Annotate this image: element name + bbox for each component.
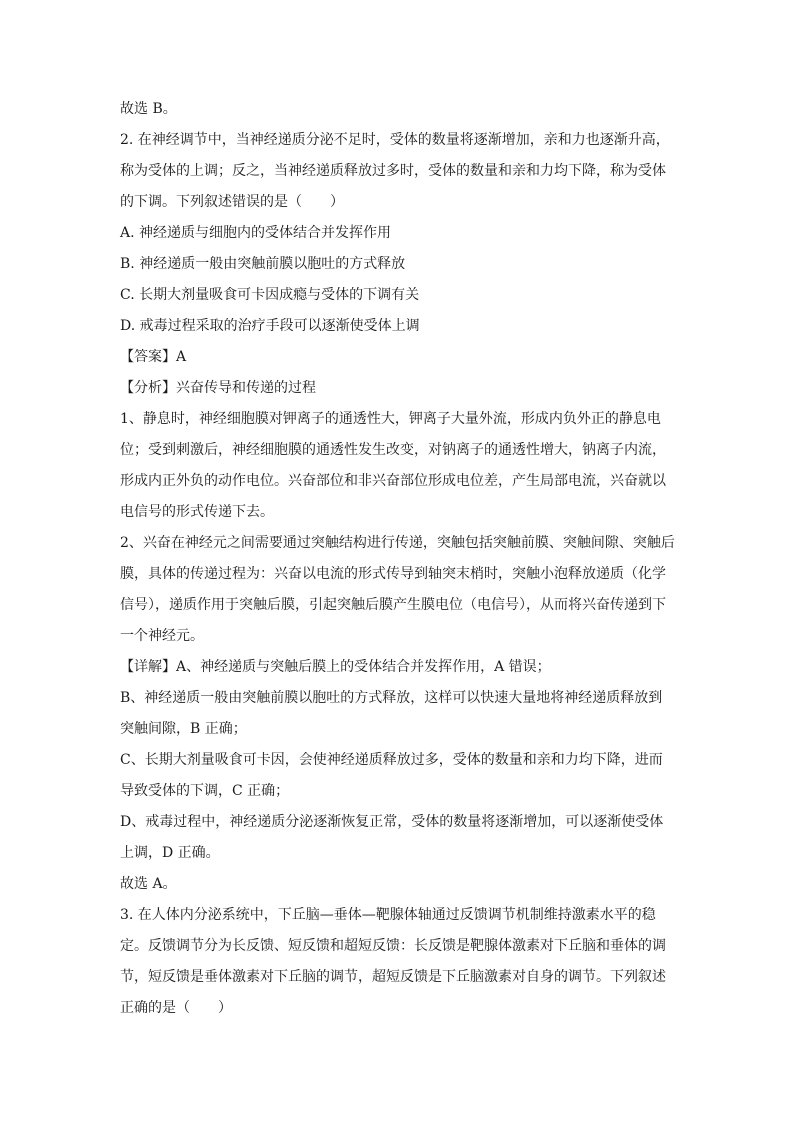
text-line: 突触间隙，B 正确； [120,721,247,737]
text-line: 称为受体的上调；反之，当神经递质释放过多时，受体的数量和亲和力均下降，称为受体 [120,163,666,179]
text-line: 定。反馈调节分为长反馈、短反馈和超短反馈：长反馈是靶腺体激素对下丘脑和垂体的调 [120,938,666,954]
text-line: 的下调。下列叙述错误的是（ ） [120,194,344,210]
text-line: 节，短反馈是垂体激素对下丘脑的调节，超短反馈是下丘脑激素对自身的调节。下列叙述 [120,969,666,985]
answer-line: 【答案】A [120,349,187,365]
text-line: 信号），递质作用于突触后膜，引起突触后膜产生膜电位（电信号），从而将兴奋传递到下 [120,597,666,613]
text-line: 1、静息时，神经细胞膜对钾离子的通透性大，钾离子大量外流，形成内负外正的静息电 [120,411,661,427]
text-line: 一个神经元。 [120,628,204,644]
option-c: C. 长期大剂量吸食可卡因成瘾与受体的下调有关 [120,287,420,303]
text-line: D、戒毒过程中，神经递质分泌逐渐恢复正常，受体的数量将逐渐增加，可以逐渐使受体 [120,814,664,830]
text-line: 2、兴奋在神经元之间需要通过突触结构进行传递，突触包括突触前膜、突触间隙、突触后 [120,535,675,551]
text-line: 故选 B。 [120,101,177,117]
text-line: B、神经递质一般由突触前膜以胞吐的方式释放，这样可以快速大量地将神经递质释放到 [120,690,663,706]
text-line: 膜，具体的传递过程为：兴奋以电流的形式传导到轴突末梢时，突触小泡释放递质（化学 [120,566,666,582]
document-page [120,94,680,1024]
text-line: 故选 A。 [120,876,177,892]
question-2-stem: 2. 在神经调节中，当神经递质分泌不足时，受体的数量将逐渐增加，亲和力也逐渐升高， [120,132,670,148]
text-line: 上调，D 正确。 [120,845,220,861]
option-d: D. 戒毒过程采取的治疗手段可以逐渐使受体上调 [120,318,420,334]
text-line: C、长期大剂量吸食可卡因，会使神经递质释放过多，受体的数量和亲和力均下降，进而 [120,752,663,768]
question-3-stem: 3. 在人体内分泌系统中，下丘脑—垂体—靶腺体轴通过反馈调节机制维持激素水平的稳 [120,907,656,923]
analysis-line: 【分析】兴奋传导和传递的过程 [120,380,316,396]
option-a: A. 神经递质与细胞内的受体结合并发挥作用 [120,225,392,241]
option-b: B. 神经递质一般由突触前膜以胞吐的方式释放 [120,256,406,272]
detail-line: 【详解】A、神经递质与突触后膜上的受体结合并发挥作用，A 错误； [120,659,551,675]
text-line: 正确的是（ ） [120,1000,232,1016]
text-line: 导致受体的下调，C 正确； [120,783,290,799]
text-line: 电信号的形式传递下去。 [120,504,274,520]
text-line: 形成内正外负的动作电位。兴奋部位和非兴奋部位形成电位差，产生局部电流，兴奋就以 [120,473,666,489]
text-line: 位；受到刺激后，神经细胞膜的通透性发生改变，对钠离子的通透性增大，钠离子内流， [120,442,666,458]
